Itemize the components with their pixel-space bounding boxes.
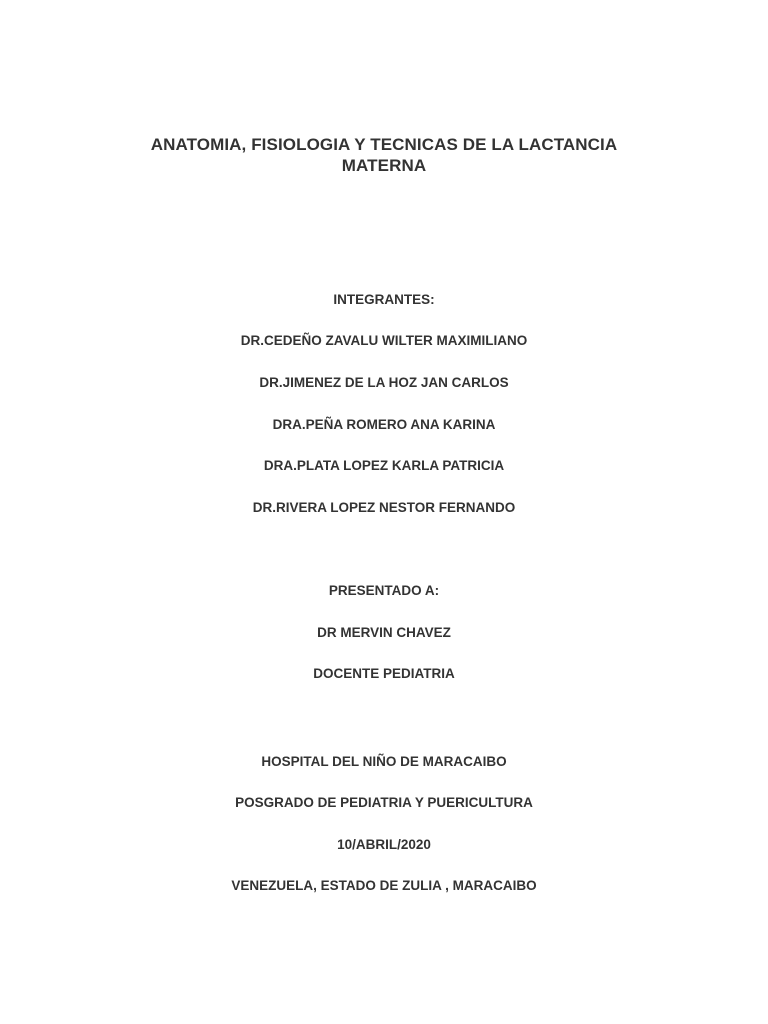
presentado-heading: PRESENTADO A: <box>328 583 440 598</box>
member-2: DR.JIMENEZ DE LA HOZ JAN CARLOS <box>259 375 509 390</box>
hospital-name: HOSPITAL DEL NIÑO DE MARACAIBO <box>261 754 507 769</box>
document-title-line-2: MATERNA <box>341 156 427 175</box>
document-title-line-1: ANATOMIA, FISIOLOGIA Y TECNICAS DE LA LACTANCIA <box>150 135 618 154</box>
presentado-name: DR MERVIN CHAVEZ <box>317 625 451 640</box>
document-location: VENEZUELA, ESTADO DE ZULIA , MARACAIBO <box>231 878 537 893</box>
member-5: DR.RIVERA LOPEZ NESTOR FERNANDO <box>252 500 516 515</box>
presentado-role: DOCENTE PEDIATRIA <box>313 666 455 681</box>
member-1: DR.CEDEÑO ZAVALU WILTER MAXIMILIANO <box>240 333 528 348</box>
document-date: 10/ABRIL/2020 <box>337 837 431 852</box>
program-name: POSGRADO DE PEDIATRIA Y PUERICULTURA <box>235 795 533 810</box>
integrantes-heading: INTEGRANTES: <box>333 292 435 307</box>
member-3: DRA.PEÑA ROMERO ANA KARINA <box>272 417 496 432</box>
member-4: DRA.PLATA LOPEZ KARLA PATRICIA <box>263 458 505 473</box>
